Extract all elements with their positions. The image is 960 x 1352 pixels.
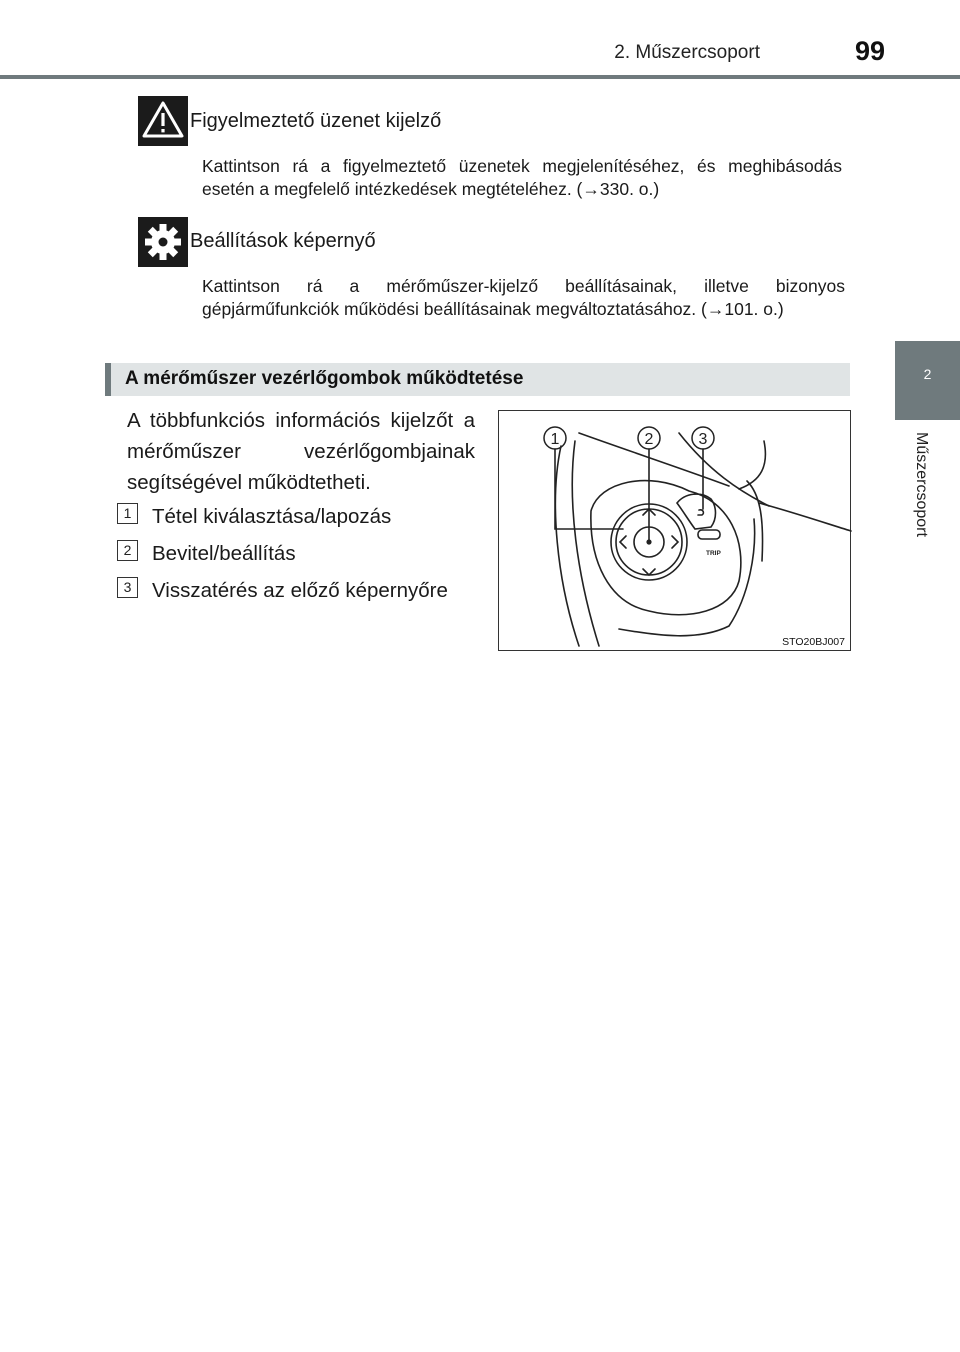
gear-icon	[138, 217, 188, 267]
list-number-badge: 3	[117, 577, 138, 598]
warning-message-display-description: Kattintson rá a figyelmeztető üzenetek megjelenítéséhez, és meghibásodás esetén a megfelelő intézkedések megtételéhez. (→330. o.)	[202, 156, 842, 199]
list-item: Tétel kiválasztása/lapozás	[152, 505, 392, 528]
settings-screen-description: Kattintson rá a mérőműszer-kijelző beállításainak, illetve bizonyos gépjárműfunkciók működési beállításainak megváltoztatásához. (→101. o.)	[202, 276, 845, 319]
page-number: 99	[854, 36, 885, 66]
list-number-badge: 2	[117, 540, 138, 561]
trip-button-label: TRIP	[706, 550, 721, 557]
list-item: Bevitel/beállítás	[152, 542, 296, 565]
list-item: Visszatérés az előző képernyőre	[152, 579, 448, 602]
warning-icon	[138, 96, 188, 146]
section-heading-accent-bar	[105, 363, 111, 396]
chapter-tab-label: Műszercsoport	[913, 432, 930, 537]
chapter-tab-number: 2	[923, 366, 932, 382]
list-number-badge: 1	[117, 503, 138, 524]
section-heading: A mérőműszer vezérlőgombok működtetése	[125, 368, 524, 389]
callout-number: 2	[644, 431, 654, 448]
warning-message-display-title: Figyelmeztető üzenet kijelző	[190, 110, 442, 132]
steering-wheel-drawing	[499, 411, 852, 652]
figure-code: STO20BJ007	[782, 636, 845, 648]
steering-wheel-controls-illustration	[498, 410, 851, 651]
callout-number: 1	[550, 431, 560, 448]
header-divider	[0, 75, 960, 79]
callout-number: 3	[698, 431, 708, 448]
header-chapter-title: 2. Műszercsoport	[614, 42, 760, 63]
settings-screen-title: Beállítások képernyő	[190, 230, 376, 252]
section-intro-text: A többfunkciós információs kijelzőt a mérőműszer vezérlőgombjainak segítségével működtetheti.	[127, 409, 475, 494]
